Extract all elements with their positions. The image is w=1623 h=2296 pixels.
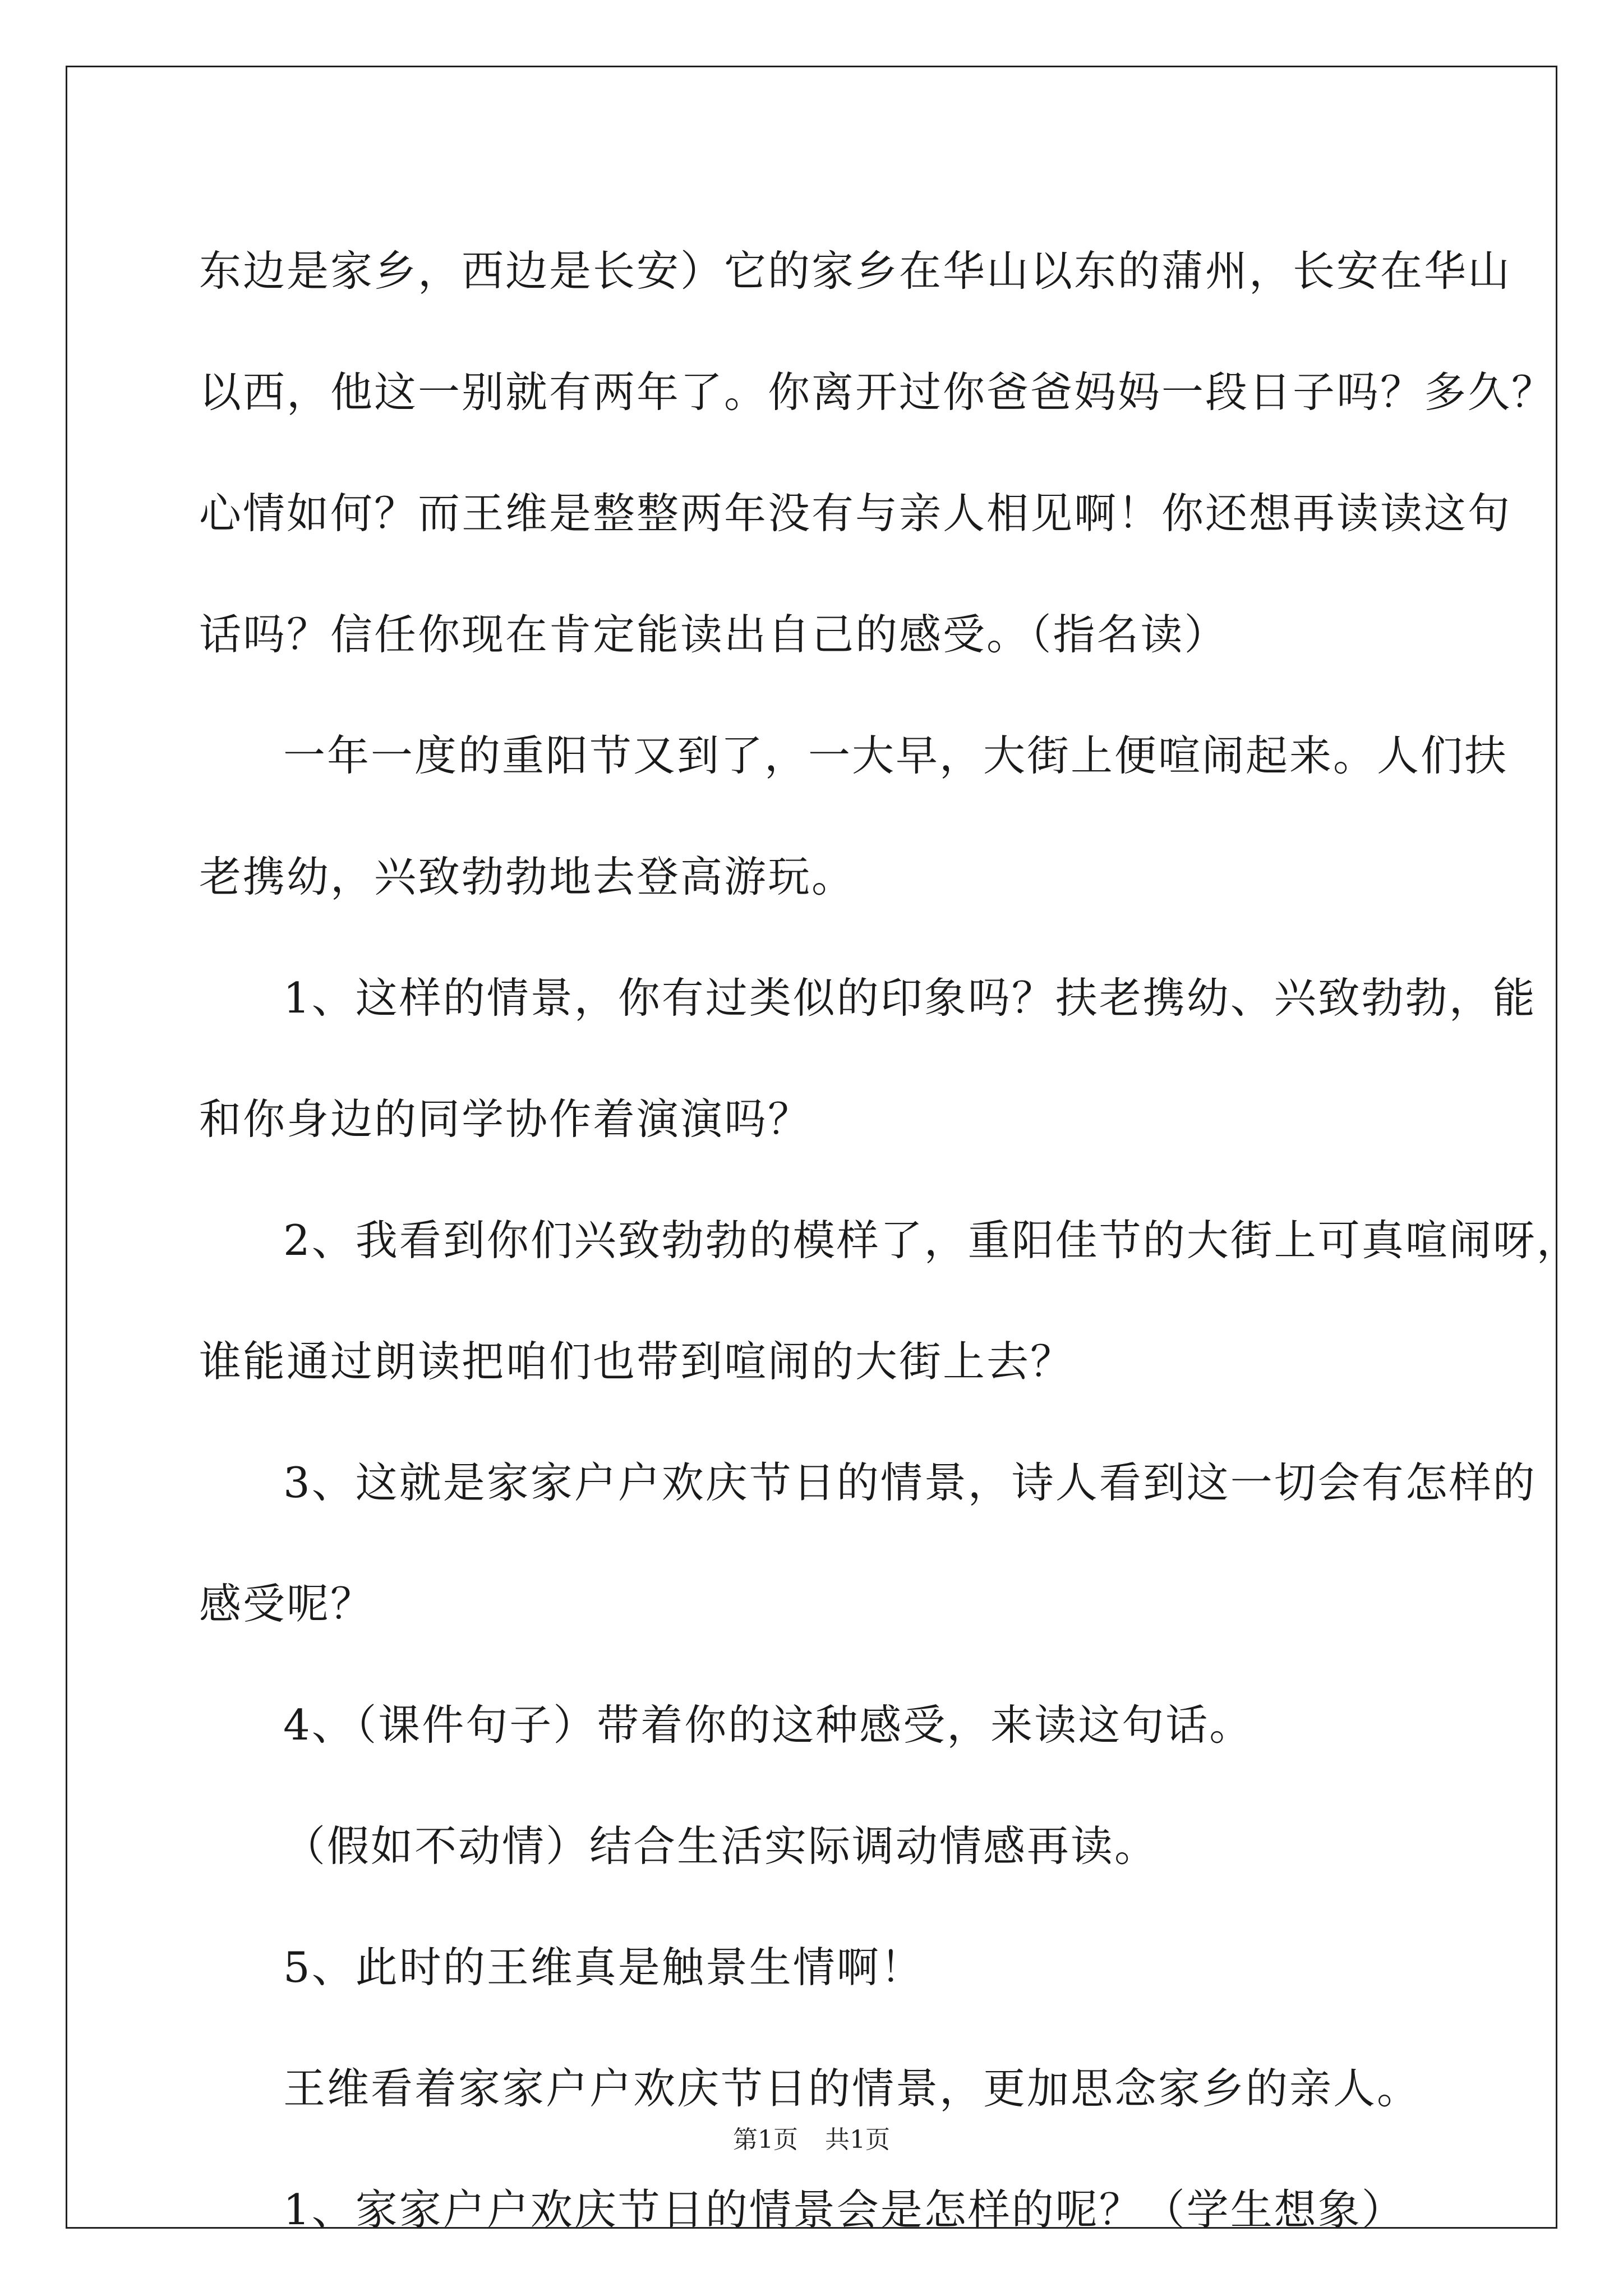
- text-line: 3、这就是家家户户欢庆节日的情景，诗人看到这一切会有怎样的: [283, 1458, 1537, 1507]
- text-line: 以西，他这一别就有两年了。你离开过你爸爸妈妈一段日子吗？多久？: [199, 367, 1556, 417]
- text-line: 2、我看到你们兴致勃勃的模样了，重阳佳节的大街上可真喧闹呀，: [283, 1216, 1580, 1265]
- text-line: 心情如何？而王维是整整两年没有与亲人相见啊！你还想再读读这句: [199, 489, 1512, 538]
- text-line: 一年一度的重阳节又到了，一大早，大街上便喧闹起来。人们扶: [283, 731, 1509, 780]
- page-footer: [0, 2119, 1623, 2155]
- text-line: （假如不动情）结合生活实际调动情感再读。: [283, 1821, 1159, 1871]
- text-line: 感受呢？: [199, 1579, 375, 1628]
- document-body: [199, 210, 1580, 2270]
- text-line: 1、家家户户欢庆节日的情景会是怎样的呢？（学生想象）: [283, 2185, 1405, 2234]
- text-line: 老携幼，兴致勃勃地去登高游玩。: [199, 852, 856, 901]
- page-total: 共1页: [825, 2125, 890, 2154]
- page-number: 第1页: [733, 2125, 798, 2154]
- text-line: 话吗？信任你现在肯定能读出自己的感受。（指名读）: [199, 610, 1228, 659]
- text-line: 王维看着家家户户欢庆节日的情景，更加思念家乡的亲人。: [283, 2064, 1421, 2113]
- text-line: 1、这样的情景，你有过类似的印象吗？扶老携幼、兴致勃勃，能: [283, 973, 1537, 1023]
- text-line: 5、此时的王维真是触景生情啊！: [283, 1943, 924, 1992]
- text-line: 谁能通过朗读把咱们也带到喧闹的大街上去？: [199, 1337, 1075, 1386]
- text-line: 东边是家乡，西边是长安）它的家乡在华山以东的蒲州，长安在华山: [199, 246, 1512, 296]
- text-line: 4、（课件句子）带着你的这种感受，来读这句话。: [283, 1700, 1253, 1750]
- text-line: 和你身边的同学协作着演演吗？: [199, 1094, 812, 1144]
